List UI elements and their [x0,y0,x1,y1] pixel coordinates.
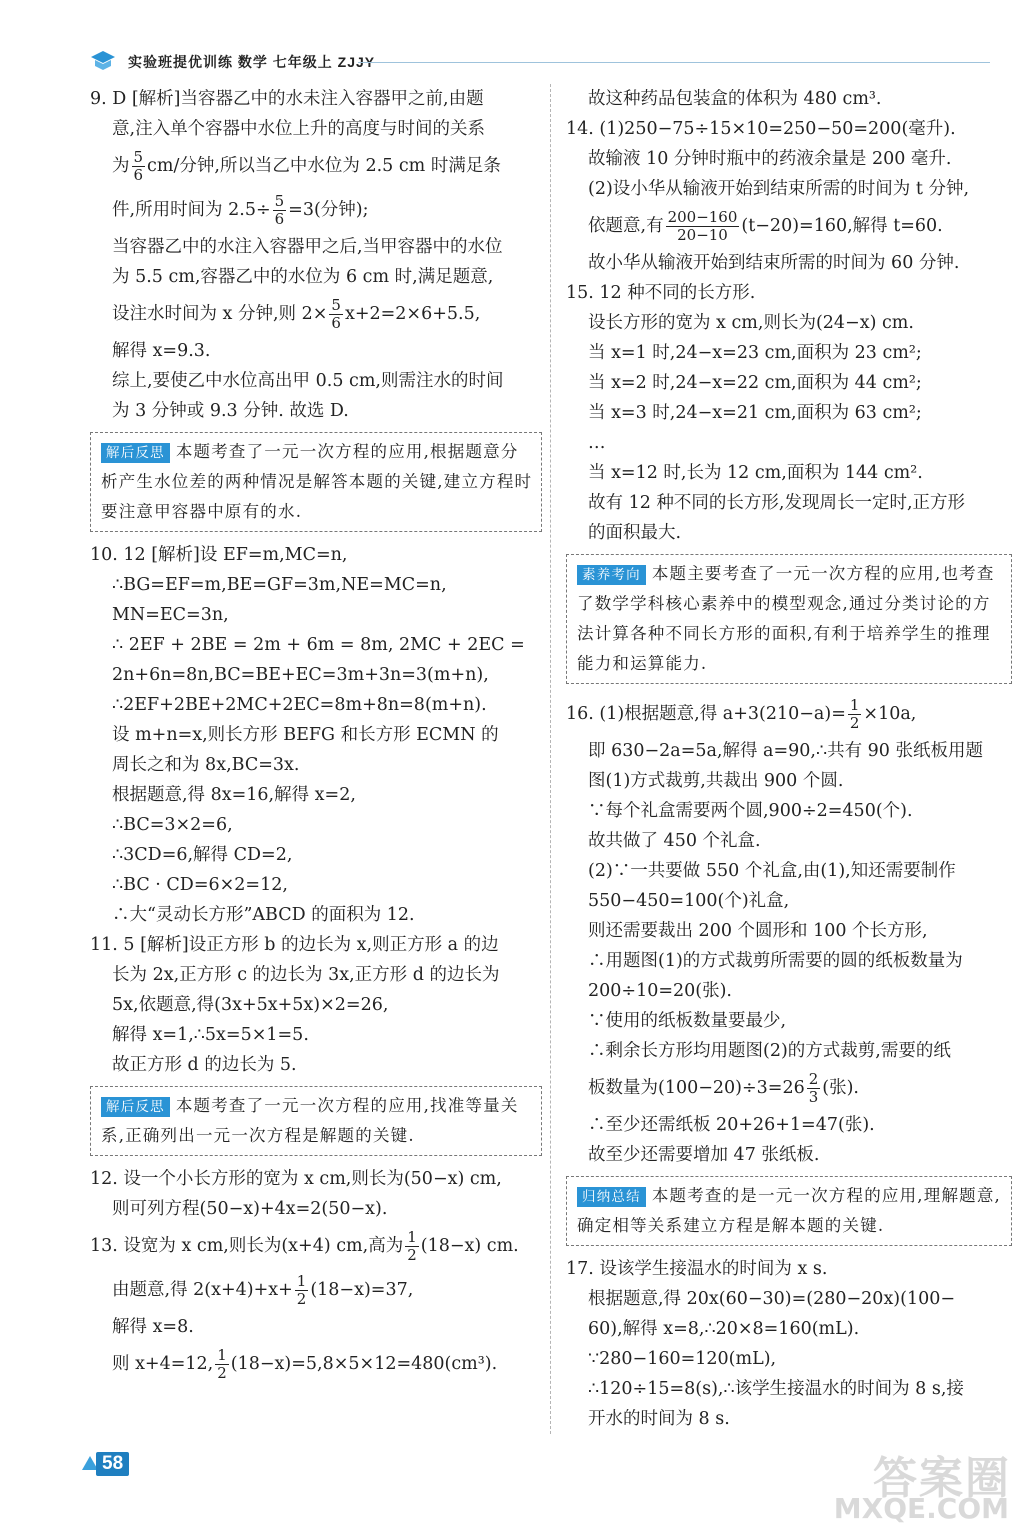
text-line: 解得 x=8. [112,1317,194,1337]
literacy-box [566,554,1012,684]
text-line: 为 5.5 cm,容器乙中的水位为 6 cm 时,满足题意, [112,267,494,287]
text-line: 开水的时间为 8 s. [588,1409,730,1429]
text-line: ∴3CD=6,解得 CD=2, [112,845,293,865]
text-line: 则可列方程(50−x)+4x=2(50−x). [112,1199,388,1219]
text-line: ∴至少还需纸板 20+26+1=47(张). [588,1115,875,1135]
watermark [829,1442,1019,1528]
text-line: 故共做了 450 个礼盒. [588,831,761,851]
page-header [90,48,990,76]
text-line: 12. 设一个小长方形的宽为 x cm,则长为(50−x) cm, [90,1169,502,1189]
fraction: $\frac{1}{2}$ [407,1228,417,1264]
text-line: 则还需要裁出 200 个圆形和 100 个长方形, [588,921,928,941]
text-line: ∴剩余长方形均用题图(2)的方式裁剪,需要的纸 [588,1041,951,1061]
text-line: 当 x=3 时,24−x=21 cm,面积为 63 cm²; [588,403,922,423]
reflection-box [90,432,542,532]
answer-14 [566,114,1012,278]
answer-13 [90,1224,542,1386]
text-line: (2)设小华从输液开始到结束所需的时间为 t 分钟, [588,179,970,199]
text-line: 图(1)方式裁剪,共裁出 900 个圆. [588,771,844,791]
box-text: 本题主要考查了一元一次方程的应用,也考查了数学学科核心素养中的模型观念,通过分类讨论的方法计算各种不同长方形的面积,有利于培养学生的推理能力和运算能力. [577,564,995,673]
text-line: 550−450=100(个)礼盒, [588,891,790,911]
text-line: 故至少还需要增加 47 张纸板. [588,1145,820,1165]
box-tag: 素养考向 [577,565,646,585]
header-rule [358,62,990,63]
text-line: 件,所用时间为 2.5÷ $\frac{5}{6}$ =3(分钟); [112,192,369,228]
fraction: $\frac{1}{2}$ [296,1272,307,1308]
answer-10 [90,540,542,930]
text-line: 故正方形 d 的边长为 5. [112,1055,297,1075]
fraction: $\frac{200-160}{20-10}$ [667,208,738,244]
text-line: ∴2EF+2BE+2MC+2EC=8m+8n=8(m+n). [112,695,487,715]
text-line: 17. 设该学生接温水的时间为 x s. [566,1259,828,1279]
text-line: ∴大“灵动长方形”ABCD 的面积为 12. [112,905,415,925]
text-line: 解得 x=1,∴5x=5×1=5. [112,1025,309,1045]
text-line: 综上,要使乙中水位高出甲 0.5 cm,则需注水的时间 [112,371,504,391]
page-number: 58 [96,1452,129,1476]
box-tag: 解后反思 [101,443,170,463]
book-logo-icon [90,50,116,72]
text-line: 为 $\frac{5}{6}$ cm/分钟,所以当乙中水位为 2.5 cm 时满足条 [112,148,501,184]
text-line: 故这种药品包装盒的体积为 480 cm³. [588,89,882,109]
text-line: MN=EC=3n, [112,605,229,625]
text-line: 10. 12 [解析]设 EF=m,MC=n, [90,545,348,565]
box-text: 本题考查的是一元一次方程的应用,理解题意,确定相等关系建立方程是解本题的关键. [577,1186,1002,1235]
text-line: 即 630−2a=5a,解得 a=90,∴共有 90 张纸板用题 [588,741,984,761]
answer-16 [566,692,1012,1170]
box-text: 本题考查了一元一次方程的应用,找准等量关系,正确列出一元一次方程是解题的关键. [101,1096,519,1145]
answer-17 [566,1254,1012,1434]
text-line: 由题意,得 2(x+4)+x+ $\frac{1}{2}$ (18−x)=37, [112,1272,414,1308]
text-line: 故输液 10 分钟时瓶中的药液余量是 200 毫升. [588,149,952,169]
answer-9 [90,84,542,426]
text-line: 周长之和为 8x,BC=3x. [112,755,300,775]
header-title: 实验班提优训练 数学 七年级上 ZJJY [128,54,376,70]
box-tag: 归纳总结 [577,1187,646,1207]
text-line: 2n+6n=8n,BC=BE+EC=3m+3n=3(m+n), [112,665,489,685]
text-line: 11. 5 [解析]设正方形 b 的边长为 x,则正方形 a 的边 [90,935,499,955]
text-line: 根据题意,得 8x=16,解得 x=2, [112,785,356,805]
text-line: 设长方形的宽为 x cm,则长为(24−x) cm. [588,313,914,333]
watermark-url: MXQE.COM [833,1492,1009,1525]
text-line: … [588,433,606,453]
text-line: 长为 2x,正方形 c 的边长为 3x,正方形 d 的边长为 [112,965,500,985]
text-line: 设 m+n=x,则长方形 BEFG 和长方形 ECMN 的 [112,725,499,745]
text-line: ∴BC=3×2=6, [112,815,233,835]
text-line: ∴BG=EF=m,BE=GF=3m,NE=MC=n, [112,575,447,595]
left-column [90,84,542,1386]
watermark-logo-text: 答案圈 [873,1453,1011,1504]
text-line: 当 x=12 时,长为 12 cm,面积为 144 cm². [588,463,923,483]
text-line: 故小华从输液开始到结束所需的时间为 60 分钟. [588,253,960,273]
text-line: 则 x+4=12, $\frac{1}{2}$ (18−x)=5,8×5×12=480(cm³). [112,1346,498,1382]
fraction: $\frac{1}{2}$ [849,696,860,732]
text-line: ∵使用的纸板数量要最少, [588,1011,787,1031]
text-line: 9. D [解析]当容器乙中的水未注入容器甲之前,由题 [90,89,484,109]
right-column [566,84,1012,1434]
text-line: 板数量为(100−20)÷3=26 $\frac{2}{3}$ (张). [588,1070,859,1106]
text-line: 200÷10=20(张). [588,981,732,1001]
text-line: 解得 x=9.3. [112,341,211,361]
text-line: 13. 设宽为 x cm,则长为(x+4) cm,高为 $\frac{1}{2}$ (18−x) cm. [90,1228,519,1264]
text-line: 60),解得 x=8,∴20×8=160(mL). [588,1319,860,1339]
reflection-box [90,1086,542,1156]
summary-box [566,1176,1012,1246]
text-line: 依题意,有 $\frac{200-160}{20-10}$ (t−20)=160,解得 t=60. [588,208,943,244]
fraction: $\frac{1}{2}$ [217,1346,227,1382]
text-line: (2)∵一共要做 550 个礼盒,由(1),知还需要制作 [588,861,956,881]
text-line: 5x,依题意,得(3x+5x+5x)×2=26, [112,995,389,1015]
fraction: $\frac{5}{6}$ [274,192,285,228]
text-line: 的面积最大. [588,523,682,543]
text-line: ∴用题图(1)的方式裁剪所需要的圆的纸板数量为 [588,951,963,971]
text-line: ∴BC · CD=6×2=12, [112,875,288,895]
text-line: ∵280−160=120(mL), [588,1349,777,1369]
text-line: 为 3 分钟或 9.3 分钟. 故选 D. [112,401,349,421]
text-line: 意,注入单个容器中水位上升的高度与时间的关系 [112,119,486,139]
text-line: 根据题意,得 20x(60−30)=(280−20x)(100− [588,1289,956,1309]
answer-15 [566,278,1012,548]
text-line: 14. (1)250−75÷15×10=250−50=200(毫升). [566,119,956,139]
text-line: ∴ 2EF + 2BE = 2m + 6m = 8m, 2MC + 2EC = [112,635,525,655]
fraction: $\frac{2}{3}$ [808,1070,819,1106]
box-tag: 解后反思 [101,1097,170,1117]
text-line: 16. (1)根据题意,得 a+3(210−a)= $\frac{1}{2}$ ×10a, [566,696,917,732]
text-line: 当 x=2 时,24−x=22 cm,面积为 44 cm²; [588,373,922,393]
box-text: 本题考查了一元一次方程的应用,根据题意分析产生水位差的两种情况是解答本题的关键,建立方程时要注意甲容器中原有的水. [101,442,533,521]
text-line: ∴120÷15=8(s),∴该学生接温水的时间为 8 s,接 [588,1379,964,1399]
fraction: $\frac{5}{6}$ [331,296,341,332]
text-line: ∵每个礼盒需要两个圆,900÷2=450(个). [588,801,913,821]
column-divider [550,84,551,1434]
answer-11 [90,930,542,1080]
text-line: 15. 12 种不同的长方形. [566,283,756,303]
text-line: 故有 12 种不同的长方形,发现周长一定时,正方形 [588,493,966,513]
text-line: 设注水时间为 x 分钟,则 2× $\frac{5}{6}$ x+2=2×6+5.5, [112,296,481,332]
text-line: 当 x=1 时,24−x=23 cm,面积为 23 cm²; [588,343,922,363]
fraction: $\frac{5}{6}$ [133,148,144,184]
text-line: 当容器乙中的水注入容器甲之后,当甲容器中的水位 [112,237,503,257]
answer-12 [90,1164,542,1224]
